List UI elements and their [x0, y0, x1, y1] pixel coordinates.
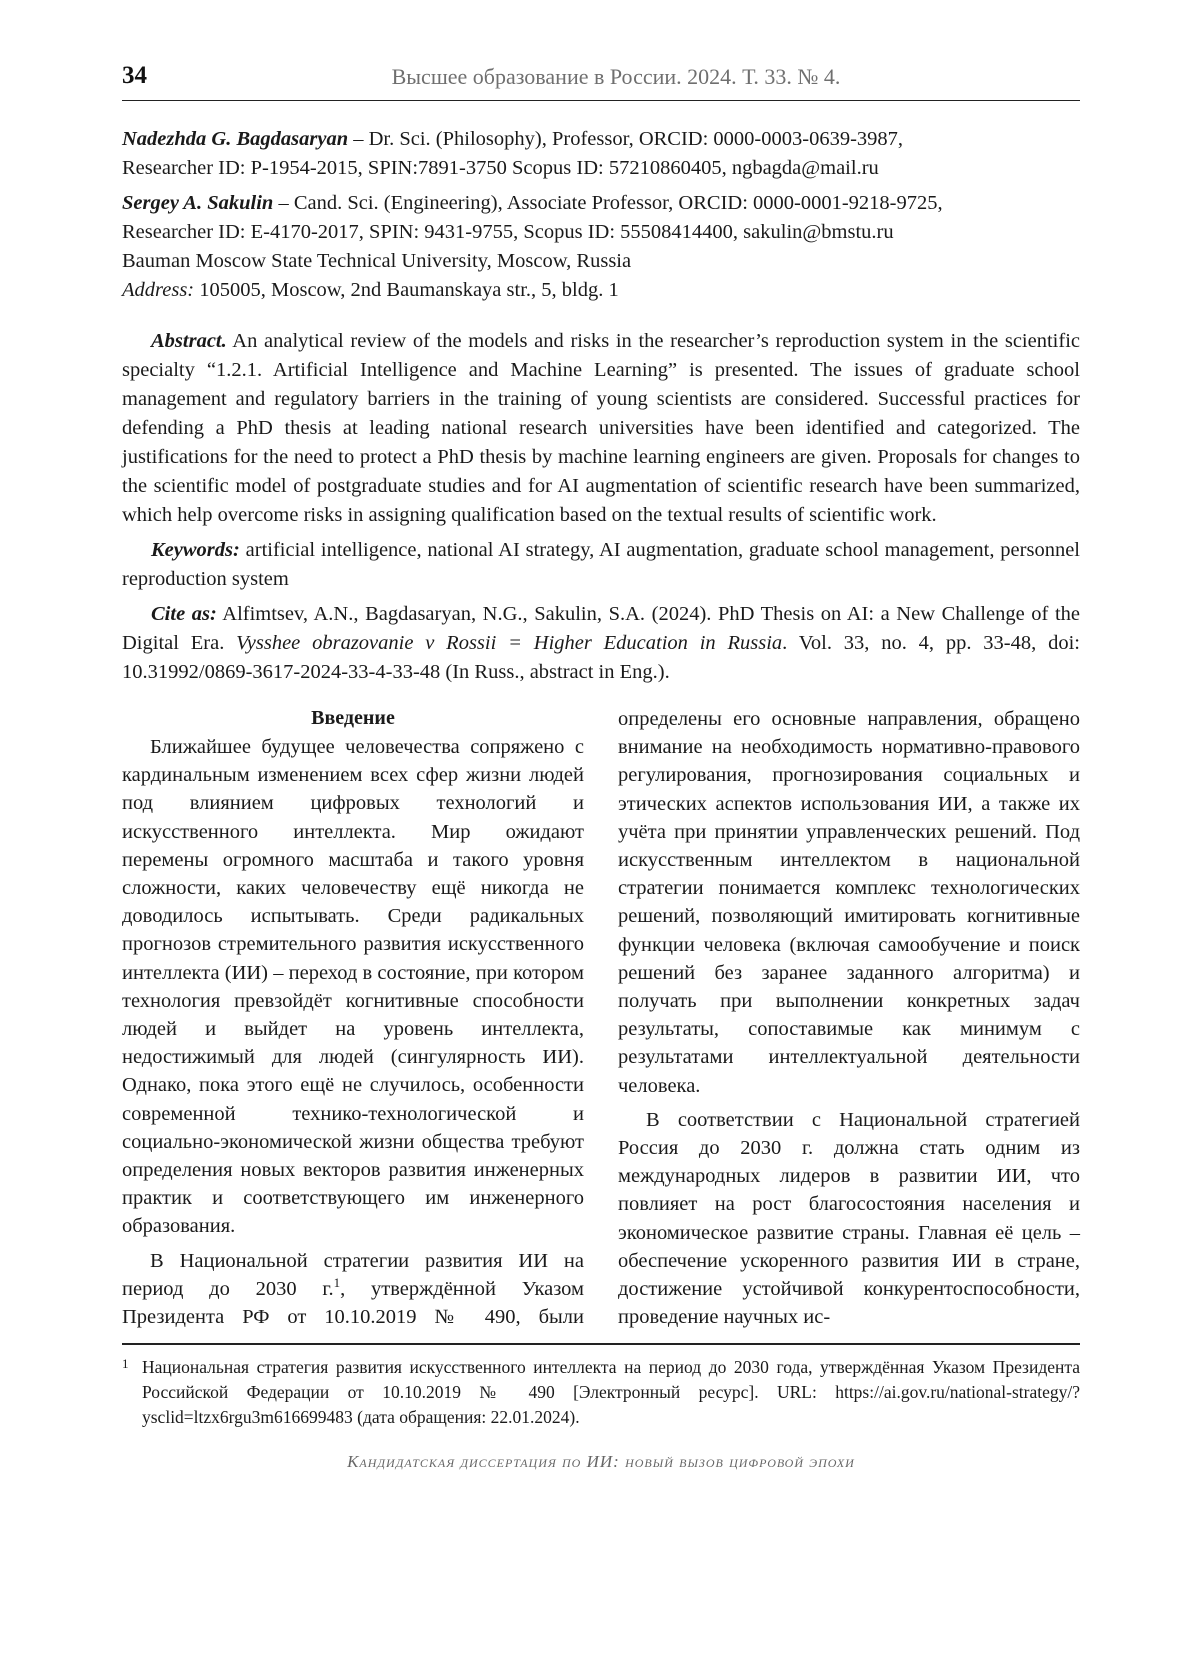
page-number: 34 [122, 62, 147, 89]
author-1-name: Nadezhda G. Bagdasaryan [122, 128, 349, 150]
section-title: Введение [311, 707, 395, 729]
citation [122, 600, 1080, 687]
author-2-line-1 [122, 189, 1080, 218]
footnote [122, 1355, 1080, 1430]
paragraph-3: В соответствии с Национальной стратегией Россия до 2030 г. должна стать одним из международных лидеров в развитии ИИ, что повлияет на рост благосостояния населения и экономическое развитие страны. Главная её цель – обеспечение ускоренного развития ИИ в стране, достижение устойчивой конкурентоспособности, проведение научных ис- [618, 1108, 1080, 1329]
author-2-ids: Researcher ID: E-4170-2017, SPIN: 9431-9755, Scopus ID: 55508414400, sakulin@bmstu.ru [122, 221, 894, 243]
abstract-section [122, 327, 1080, 687]
keywords [122, 536, 1080, 594]
author-1 [122, 125, 1080, 183]
cite-label: Cite as: [151, 603, 217, 625]
journal-title: Высшее образование в России. 2024. Т. 33. № 4. [391, 64, 841, 89]
paragraph-2-rest: , утверждённой Указом Президента РФ от 10.10.2019 № 490, были определены его основные направления, обращено внимание на необходимость нормативно-правового регулирования, прогнозирования социальных и этических аспектов использования ИИ, а также их учёта при принятии управленческих решений. Под искусственным интеллектом в национальной стратегии понимается комплекс технологических решений, позволяющий имитировать когнитивные функции человека (включая самообучение и поиск решений без заранее заданного алгоритма) и получать при выполнении конкретных задач результаты, сопоставимые как минимум с результатами интеллектуальной деятельности человека. [122, 708, 1080, 1329]
author-2-credentials: – Cand. Sci. (Engineering), Associate Professor, ORCID: 0000-0001-9218-9725, [273, 192, 943, 214]
footnote-ref[interactable]: 1 [333, 1275, 341, 1291]
footnote-divider [122, 1343, 1080, 1345]
author-1-credentials: – Dr. Sci. (Philosophy), Professor, ORCID: 0000-0003-0639-3987, [348, 128, 904, 150]
keywords-label: Keywords: [151, 539, 240, 561]
author-2 [122, 189, 1080, 305]
cite-text-before: Alfimtsev, A.N., Bagdasaryan, N.G., Sakulin, S.A. (2024). PhD Thesis on AI: a New Challenge of the Digital Era. [122, 603, 1080, 654]
body-text [122, 705, 1080, 1335]
paragraph-2-start: В Национальной стратегии развития ИИ на период до 2030 г. [122, 1249, 584, 1300]
author-2-name: Sergey A. Sakulin [122, 192, 274, 214]
running-header [122, 62, 1080, 101]
address: 105005, Moscow, 2nd Baumanskaya str., 5, bldg. 1 [194, 279, 619, 301]
abstract-text: An analytical review of the models and risks in the researcher’s reproduction system in the scientific specialty “1.2.1. Artificial Intelligence and Machine Learning” is presented. The issues of graduate school management and regulatory barriers in the training of young scientists are considered. Successful practices for defending a PhD thesis at leading national research universities have been identified and categorized. The justifications for the need to protect a PhD thesis by machine learning engineers are given. Proposals for changes to the scientific model of postgraduate studies and for AI augmentation of scientific research have been summarized, which help overcome risks in assigning qualification based on the textual results of scientific work. [122, 330, 1080, 526]
paragraph-1: Ближайшее будущее человечества сопряжено с кардинальным изменением всех сфер жизни людей под влиянием цифровых технологий и искусственного интеллекта. Мир ожидают перемены огромного масштаба и такого уровня сложности, каких человечеству ещё никогда не доводилось испытывать. Среди радикальных прогнозов стремительного развития искусственного интеллекта (ИИ) – переход в состояние, при котором технология превзойдёт когнитивные способности людей и выйдет на уровень интеллекта, недостижимый для людей (сингулярность ИИ). Однако, пока этого ещё не случилось, особенности современной технико-технологической и социально-экономической жизни общества требуют определения новых векторов развития инженерных практик и соответствующего им инженерного образования. [122, 736, 584, 1238]
cite-text-after: . Vol. 33, no. 4, pp. 33-48, doi: 10.31992/0869-3617-2024-33-4-33-48 (In Russ., abstract in Eng.). [122, 632, 1080, 683]
address-line [122, 276, 1080, 305]
abstract [122, 327, 1080, 530]
cite-journal: Vysshee obrazovanie v Rossii = Higher Education in Russia [236, 632, 783, 654]
abstract-label: Abstract. [151, 330, 227, 352]
running-footer: Кандидатская диссертация по ИИ: новый вызов цифровой эпохи [347, 1451, 855, 1471]
author-info [122, 125, 1080, 305]
affiliation: Bauman Moscow State Technical University, Moscow, Russia [122, 250, 632, 272]
keywords-text: artificial intelligence, national AI strategy, AI augmentation, graduate school management, personnel reproduction system [122, 539, 1080, 590]
footnote-text: Национальная стратегия развития искусственного интеллекта на период до 2030 года, утверждённая Указом Президента Российской Федерации от 10.10.2019 № 490 [Электронный ресурс]. URL: https://ai.gov.ru/national-strategy/?ysclid=ltzx6rgu3m616699483 (дата обращения: 22.01.2024). [142, 1356, 1080, 1427]
footnote-mark: 1 [122, 1355, 129, 1371]
author-1-ids: Researcher ID: P-1954-2015, SPIN:7891-3750 Scopus ID: 57210860405, ngbagda@mail.ru [122, 157, 879, 179]
author-1-line-1 [122, 125, 1080, 154]
address-label: Address: [122, 279, 195, 301]
journal-page [122, 62, 1080, 1622]
